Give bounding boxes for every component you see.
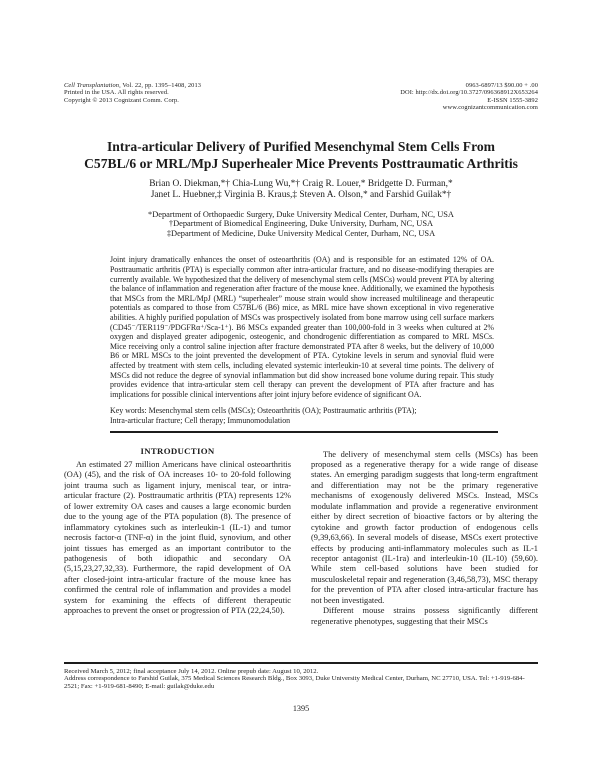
eissn-line: E-ISSN 1555-3892: [487, 96, 538, 104]
authors-line-1: Brian O. Diekman,*† Chia-Lung Wu,*† Craig R. Louer,* Bridgette D. Furman,*: [149, 178, 453, 189]
paper-title-line-2: C57BL/6 or MRL/MpJ Superhealer Mice Prevents Posttraumatic Arthritis: [84, 155, 518, 171]
masthead-right: [400, 82, 538, 112]
journal-volume: , Vol. 22, pp. 1395–1408, 2013: [119, 82, 202, 89]
authors-line-2: Janet L. Huebner,‡ Virginia B. Kraus,‡ Steven A. Olson,* and Farshid Guilak*†: [150, 189, 452, 200]
printed-line: Printed in the USA. All rights reserved.: [64, 89, 169, 97]
masthead-left: [64, 82, 201, 112]
issn-price-line: 0963-6897/13 $90.00 + .00: [465, 82, 538, 89]
page-number: 1395: [292, 704, 310, 714]
introduction-heading: INTRODUCTION: [140, 445, 215, 456]
affiliation-line: †Department of Biomedical Engineering, Duke University, Durham, NC, USA: [168, 219, 434, 229]
intro-right-paragraph-2: Different mouse strains possess significantly different regenerative phenotypes, suggesting that their MSCs: [311, 606, 538, 626]
right-column: [311, 440, 538, 654]
footnotes: [64, 668, 538, 692]
affiliation-line: ‡Department of Medicine, Duke University Medical Center, Durham, NC, USA: [166, 228, 436, 238]
paper-title-line-1: Intra-articular Delivery of Purified Mesenchymal Stem Cells From: [107, 138, 495, 154]
copyright-line: Copyright © 2013 Cognizant Comm. Corp.: [64, 96, 179, 104]
doi-line: DOI: http://dx.doi.org/10.3727/096368912X653264: [400, 89, 538, 97]
keywords-line-1: Key words: Mesenchymal stem cells (MSCs); Osteoarthritis (OA); Posttraumatic arthritis (PTA);: [110, 406, 417, 416]
left-column: [64, 440, 291, 654]
footnote-correspondence: Address correspondence to Farshid Guilak, 375 Medical Sciences Research Bldg., Box 3093, Duke University Medical Center, Durham, NC 27710, USA. Tel: +1-919-684-2521; Fax: +1-919-681-8490; E-mail: guilak@duke.edu: [64, 675, 525, 691]
body-columns: [64, 440, 538, 654]
footnote-received: Received March 5, 2012; final acceptance July 14, 2012. Online prepub date: August 10, 2012.: [64, 667, 319, 675]
footnote-divider-rule: [64, 662, 538, 664]
affiliations: [64, 210, 538, 239]
abstract-divider-rule: [110, 431, 498, 433]
publisher-website-line: www.cognizantcommunication.com: [442, 104, 538, 112]
keywords: [110, 406, 494, 425]
paper-title: [64, 138, 538, 172]
journal-volume-line: [64, 82, 201, 89]
author-list: [64, 179, 538, 201]
intro-right-paragraph-1: The delivery of mesenchymal stem cells (MSCs) has been proposed as a regenerative therapy for a wide range of disease states. An emerging paradigm suggests that long-term engraftment and differentiation may not be the primary regenerative mechanisms of exogenously delivered MSCs. Instead, MSCs modulate inflammation and provide a regenerative environment either by direct secretion of bioactive factors or by altering the cytokine and growth factor production of endogenous cells (9,39,63,66). In several models of disease, MSCs exert protective effects by producing anti-inflammatory molecules such as IL-1 receptor antagonist (IL-1ra) and interleukin-10 (IL-10) (59,60). While stem cell-based solutions have been studied for musculoskeletal repair and regeneration (3,46,58,73), MSC therapy for the prevention of PTA after closed intra-articular fracture has not been investigated.: [311, 449, 538, 605]
keywords-line-2: Intra-articular fracture; Cell therapy; Immunomodulation: [110, 415, 291, 425]
journal-name: Cell Transplantation: [64, 82, 120, 89]
masthead: [64, 82, 538, 112]
intro-left-paragraph: An estimated 27 million Americans have clinical osteoarthritis (OA) (45), and the risk of OA increases 10- to 20-fold following joint trauma such as ligament injury, meniscal tear, or intra-articular fracture (2). Posttraumatic arthritis (PTA) represents 12% of lower extremity OA cases and causes a large economic burden due to the young age of the PTA population (8). The presence of inflammatory cytokines such as interleukin-1 (IL-1) and tumor necrosis factor-α (TNF-α) in the joint fluid, synovium, and other joint tissues has emerged as an important contributor to the pathogenesis of both idiopathic and secondary OA (5,15,23,27,32,33). Furthermore, the rapid development of OA after closed-joint intra-articular fracture of the mouse knee has confirmed the central role of inflammation and provides a model system for examining the effects of different therapeutic approaches to prevent the onset or progression of PTA (22,24,50).: [64, 459, 291, 616]
affiliation-line: *Department of Orthopaedic Surgery, Duke University Medical Center, Durham, NC, USA: [148, 209, 454, 219]
abstract-text: Joint injury dramatically enhances the onset of osteoarthritis (OA) and is responsible for an estimated 12% of OA. Posttraumatic arthritis (PTA) is especially common after intra-articular fracture, and no disease-modifying therapies are currently available. We hypothesized that the delivery of mesenchymal stem cells (MSCs) would prevent PTA by altering the balance of inflammation and regeneration after fracture of the mouse knee. Additionally, we examined the hypothesis that MSCs from the MRL/MpJ (MRL) “superhealer” mouse strain would show increased multilineage and therapeutic potentials as compared to those from C57BL/6 (B6) mice, as MRL mice have shown exceptional in vivo regenerative abilities. A highly purified population of MSCs was prospectively isolated from bone marrow using cell surface markers (CD45⁻/TER119⁻/PDGFRα⁺/Sca-1⁺). B6 MSCs expanded greater than 100,000-fold in 3 weeks when cultured at 2% oxygen and displayed greater adipogenic, osteogenic, and chondrogenic differentiation as compared to MRL MSCs. Mice receiving only a control saline injection after fracture demonstrated PTA after 8 weeks, but the delivery of 10,000 B6 or MRL MSCs to the joint prevented the development of PTA. Cytokine levels in serum and synovial fluid were affected by treatment with stem cells, including elevated systemic interleukin-10 at several time points. The delivery of MSCs did not reduce the degree of synovial inflammation but did show increased bone volume during repair. This study provides evidence that intra-articular stem cell therapy can prevent the development of PTA after fracture and has implications for possible clinical interventions after joint injury before evidence of significant OA.: [110, 255, 494, 399]
